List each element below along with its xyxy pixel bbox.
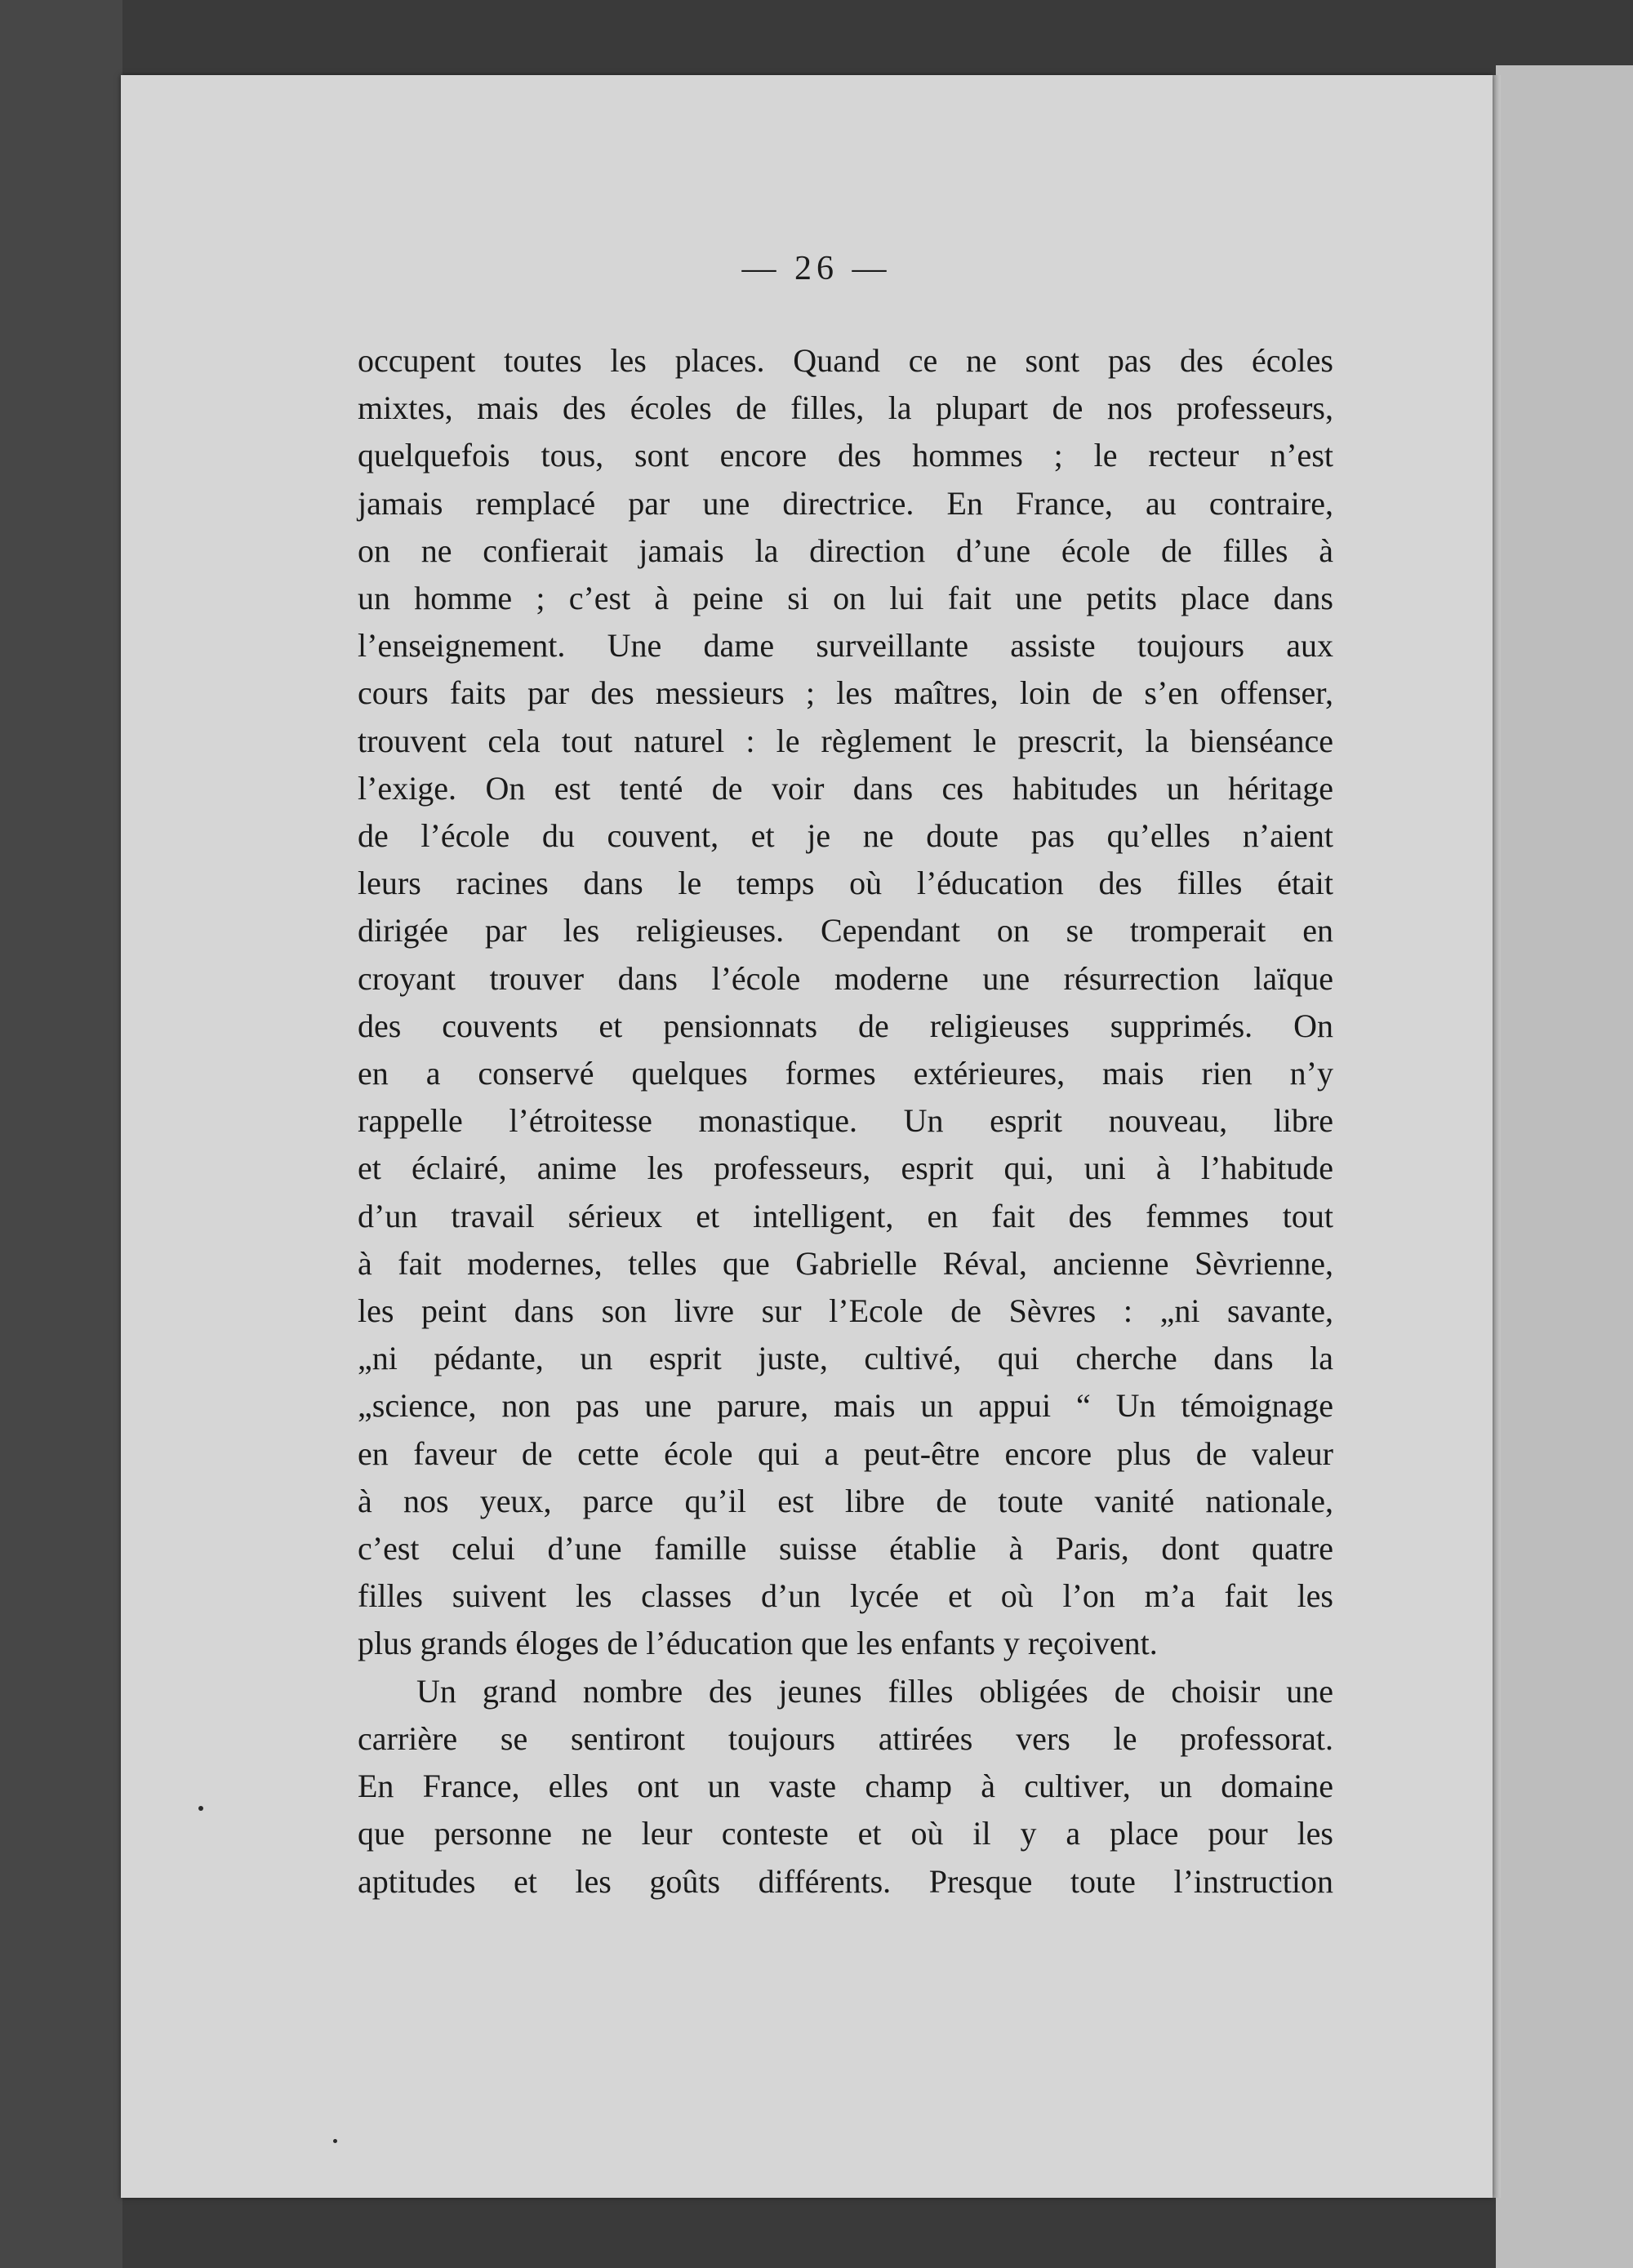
text-line: et éclairé, anime les professeurs, esprit qui, uni à l’habitude [358, 1150, 1333, 1187]
text-line: d’un travail sérieux et intelligent, en fait des femmes tout [358, 1197, 1333, 1234]
text-line: „ni pédante, un esprit juste, cultivé, qui cherche dans la [358, 1340, 1333, 1377]
page-number: — 26 — [741, 250, 892, 287]
paragraph [358, 1668, 1333, 1906]
text-line: les peint dans son livre sur l’Ecole de Sèvres : „ni savante, [358, 1292, 1333, 1330]
text-line: En France, elles ont un vaste champ à cultiver, un domaine [358, 1768, 1333, 1805]
ink-speck [198, 1806, 203, 1811]
text-line: l’enseignement. Une dame surveillante assiste toujours aux [358, 627, 1333, 665]
text-line: c’est celui d’une famille suisse établie à Paris, dont quatre [358, 1530, 1333, 1568]
text-line: mixtes, mais des écoles de filles, la plupart de nos professeurs, [358, 389, 1333, 427]
text-line: un homme ; c’est à peine si on lui fait une petits place dans [358, 580, 1333, 617]
text-line: Un grand nombre des jeunes filles obligées de choisir une [416, 1672, 1333, 1710]
text-line: à fait modernes, telles que Gabrielle Réval, ancienne Sèvrienne, [358, 1244, 1333, 1282]
text-line: „science, non pas une parure, mais un appui “ Un témoignage [358, 1387, 1333, 1425]
text-line: filles suivent les classes d’un lycée et où l’on m’a fait les [358, 1577, 1333, 1615]
text-line: aptitudes et les goûts différents. Presque toute l’instruction [358, 1862, 1333, 1900]
text-line: cours faits par des messieurs ; les maîtres, loin de s’en offenser, [358, 674, 1333, 712]
text-line: l’exige. On est tenté de voir dans ces habitudes un héritage [358, 769, 1333, 807]
paragraph [358, 337, 1333, 1668]
ink-speck [333, 2139, 337, 2143]
text-line: à nos yeux, parce qu’il est libre de toute vanité nationale, [358, 1482, 1333, 1519]
text-line: plus grands éloges de l’éducation que les enfants y reçoivent. [358, 1625, 1158, 1662]
text-line: en faveur de cette école qui a peut-être encore plus de valeur [358, 1434, 1333, 1472]
text-line: dirigée par les religieuses. Cependant on se tromperait en [358, 912, 1333, 949]
body-text [358, 337, 1333, 1906]
text-line: de l’école du couvent, et je ne doute pas qu’elles n’aient [358, 817, 1333, 855]
scan-background-left [0, 0, 122, 2268]
text-line: quelquefois tous, sont encore des hommes ; le recteur n’est [358, 437, 1333, 474]
text-line: jamais remplacé par une directrice. En France, au contraire, [358, 484, 1333, 522]
text-line: carrière se sentiront toujours attirées vers le professorat. [358, 1719, 1333, 1757]
text-line: des couvents et pensionnats de religieuses supprimés. On [358, 1007, 1333, 1044]
text-line: leurs racines dans le temps où l’éducation des filles était [358, 865, 1333, 902]
adjacent-page [1496, 65, 1633, 2268]
text-line: en a conservé quelques formes extérieures, mais rien n’y [358, 1055, 1333, 1092]
text-line: on ne confierait jamais la direction d’une école de filles à [358, 531, 1333, 569]
text-line: occupent toutes les places. Quand ce ne sont pas des écoles [358, 342, 1333, 379]
text-line: trouvent cela tout naturel : le règlement le prescrit, la bienséance [358, 722, 1333, 759]
text-line: rappelle l’étroitesse monastique. Un esprit nouveau, libre [358, 1102, 1333, 1140]
text-line: que personne ne leur conteste et où il y a place pour les [358, 1815, 1333, 1852]
text-line: croyant trouver dans l’école moderne une résurrection laïque [358, 959, 1333, 997]
